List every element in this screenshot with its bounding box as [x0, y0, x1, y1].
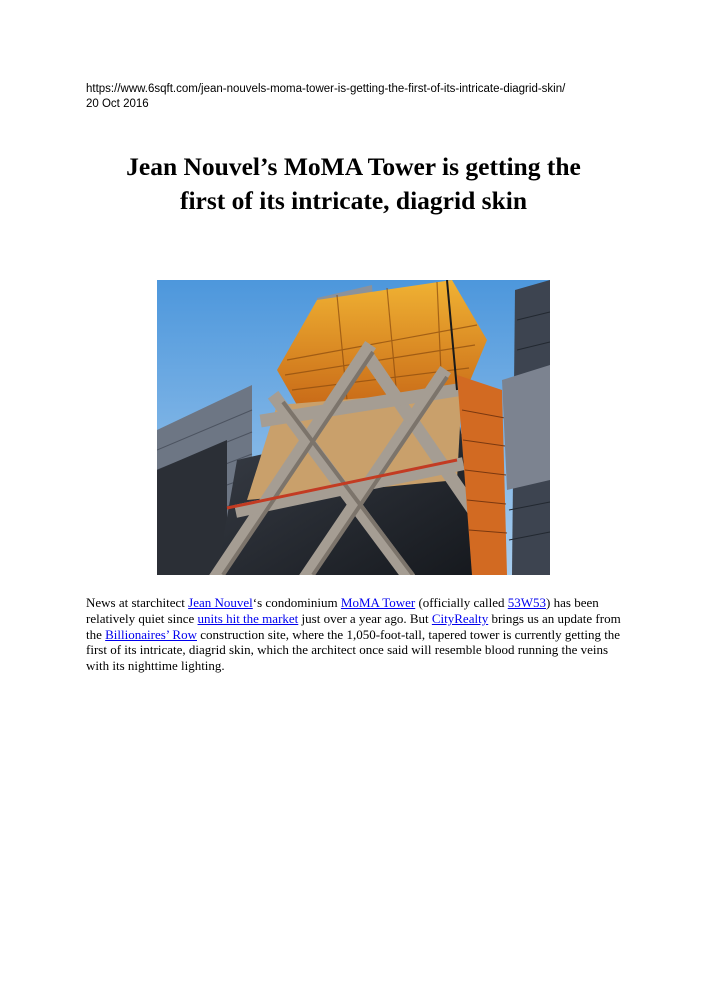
title-line-1: Jean Nouvel’s MoMA Tower is getting the	[126, 152, 581, 181]
body-text-4: ) has been relatively quiet since	[86, 595, 599, 626]
source-date: 20 Oct 2016	[86, 98, 149, 110]
construction-photo	[157, 280, 550, 575]
article-body	[86, 595, 626, 674]
body-text-7: construction site, where the 1,050-foot-tall, tapered tower is currently getting the first of its intricate, diagrid skin, which the architect once said will resemble blood running the veins with its nighttime lighting.	[86, 626, 621, 674]
body-text-5: just over a year ago. But	[298, 610, 432, 626]
article-title	[60, 150, 647, 218]
source-url: https://www.6sqft.com/jean-nouvels-moma-tower-is-getting-the-first-of-its-intricate-diagrid-skin/	[86, 83, 566, 95]
body-text-2: ‘s condominium	[252, 595, 341, 610]
link-jean-nouvel[interactable]: Jean Nouvel	[188, 595, 253, 610]
body-text-6: brings us an update from the	[86, 610, 621, 642]
source-line	[86, 82, 565, 112]
link-cityrealty[interactable]: CityRealty	[431, 610, 489, 626]
title-line-2: first of its intricate, diagrid skin	[179, 186, 528, 215]
body-text-1: News at starchitect	[86, 595, 189, 610]
link-53w53[interactable]: 53W53	[507, 595, 547, 610]
link-moma-tower[interactable]: MoMA Tower	[340, 595, 416, 610]
body-text-3: (officially called	[415, 595, 508, 610]
link-billionaires-row[interactable]: Billionaires’ Row	[105, 626, 197, 642]
link-units-hit-the-market[interactable]: units hit the market	[197, 610, 299, 626]
